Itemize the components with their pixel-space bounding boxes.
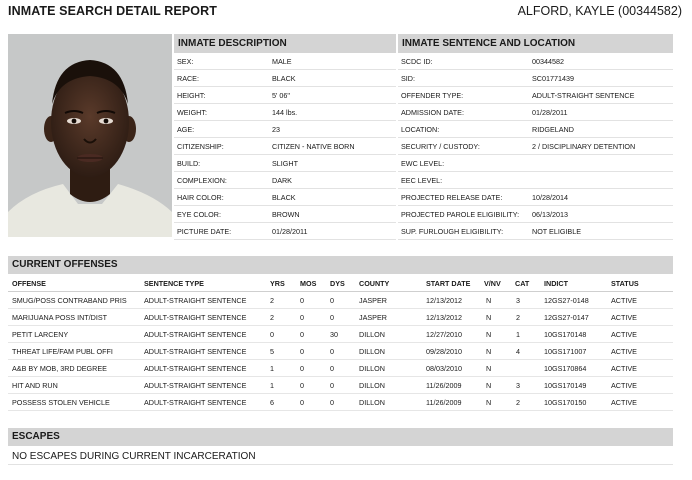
offense-cell: PETIT LARCENY (12, 330, 69, 339)
offense-cell: 11/26/2009 (426, 381, 462, 390)
field-value: 5' 06" (272, 91, 290, 100)
field-label: EWC LEVEL: (401, 159, 445, 168)
offense-cell: DILLON (359, 364, 385, 373)
offense-cell: 30 (330, 330, 338, 339)
offense-cell: 0 (330, 296, 334, 305)
field-label: EYE COLOR: (177, 210, 221, 219)
offense-cell: ADULT-STRAIGHT SENTENCE (144, 313, 247, 322)
offense-row (8, 343, 673, 360)
sentence-location-table (398, 53, 673, 243)
offense-cell: 1 (270, 364, 274, 373)
offense-cell: 0 (330, 381, 334, 390)
offense-cell: 10GS170149 (544, 381, 587, 390)
offense-cell: A&B BY MOB, 3RD DEGREE (12, 364, 107, 373)
description-row (174, 87, 396, 104)
field-value: BROWN (272, 210, 300, 219)
offense-cell: 0 (330, 347, 334, 356)
offense-row (8, 309, 673, 326)
offense-cell: DILLON (359, 398, 385, 407)
column-header: STATUS (611, 279, 639, 288)
column-header: SENTENCE TYPE (144, 279, 204, 288)
offense-cell: 4 (516, 347, 520, 356)
sentence-row (398, 121, 673, 138)
description-row (174, 155, 396, 172)
offense-cell: 2 (516, 313, 520, 322)
offense-cell: THREAT LIFE/FAM PUBL OFFI (12, 347, 113, 356)
field-label: SUP. FURLOUGH ELIGIBILITY: (401, 227, 504, 236)
offense-cell: 2 (270, 296, 274, 305)
column-header: COUNTY (359, 279, 390, 288)
field-label: RACE: (177, 74, 199, 83)
offense-cell: 12/13/2012 (426, 296, 462, 305)
offense-cell: DILLON (359, 330, 385, 339)
offense-cell: 08/03/2010 (426, 364, 462, 373)
description-row (174, 206, 396, 223)
offense-cell: N (486, 296, 492, 305)
offense-row (8, 377, 673, 394)
sentence-row (398, 87, 673, 104)
field-label: PROJECTED PAROLE ELIGIBILITY: (401, 210, 520, 219)
field-value: 23 (272, 125, 280, 134)
description-row (174, 189, 396, 206)
description-row (174, 121, 396, 138)
sentence-row (398, 155, 673, 172)
offense-cell: ADULT-STRAIGHT SENTENCE (144, 398, 247, 407)
offense-row (8, 394, 673, 411)
inmate-description-table (174, 53, 396, 243)
offense-cell: 0 (330, 313, 334, 322)
offense-cell: 0 (300, 296, 304, 305)
report-title: INMATE SEARCH DETAIL REPORT (8, 4, 217, 18)
offense-cell: 10GS170150 (544, 398, 587, 407)
offense-cell: 6 (270, 398, 274, 407)
field-label: PICTURE DATE: (177, 227, 232, 236)
field-value: SLIGHT (272, 159, 298, 168)
description-row (174, 53, 396, 70)
offense-cell: N (486, 398, 492, 407)
field-label: SECURITY / CUSTODY: (401, 142, 480, 151)
offense-cell: 09/28/2010 (426, 347, 462, 356)
field-label: CITIZENSHIP: (177, 142, 224, 151)
sentence-row (398, 53, 673, 70)
offense-cell: JASPER (359, 313, 387, 322)
sentence-row (398, 223, 673, 240)
offense-cell: 0 (300, 313, 304, 322)
sentence-row (398, 138, 673, 155)
inmate-photo (8, 34, 172, 237)
offense-row (8, 292, 673, 309)
offense-cell: 0 (330, 364, 334, 373)
column-header: MOS (300, 279, 317, 288)
offense-cell: ADULT-STRAIGHT SENTENCE (144, 381, 247, 390)
field-value: 2 / DISCIPLINARY DETENTION (532, 142, 636, 151)
offense-cell: 0 (300, 364, 304, 373)
description-row (174, 104, 396, 121)
sentence-row (398, 70, 673, 87)
field-value: DARK (272, 176, 292, 185)
field-value: ADULT-STRAIGHT SENTENCE (532, 91, 635, 100)
offense-cell: 12GS27-0147 (544, 313, 589, 322)
escapes-text: NO ESCAPES DURING CURRENT INCARCERATION (12, 451, 256, 462)
offense-cell: 0 (300, 381, 304, 390)
field-label: ADMISSION DATE: (401, 108, 464, 117)
offense-cell: ADULT-STRAIGHT SENTENCE (144, 347, 247, 356)
offense-cell: 5 (270, 347, 274, 356)
offense-cell: DILLON (359, 347, 385, 356)
offense-cell: N (486, 330, 492, 339)
offense-cell: ADULT-STRAIGHT SENTENCE (144, 364, 247, 373)
field-label: SCDC ID: (401, 57, 433, 66)
offense-cell: N (486, 313, 492, 322)
offense-row (8, 326, 673, 343)
offense-cell: ADULT-STRAIGHT SENTENCE (144, 296, 247, 305)
divider (8, 464, 673, 465)
column-header: YRS (270, 279, 285, 288)
offense-cell: N (486, 364, 492, 373)
description-row (174, 223, 396, 240)
offense-cell: POSSESS STOLEN VEHICLE (12, 398, 110, 407)
offense-cell: ACTIVE (611, 347, 637, 356)
offense-cell: 12/27/2010 (426, 330, 462, 339)
offense-cell: 0 (300, 347, 304, 356)
offense-cell: HIT AND RUN (12, 381, 58, 390)
offense-cell: 12/13/2012 (426, 313, 462, 322)
offense-cell: 0 (300, 330, 304, 339)
field-label: EEC LEVEL: (401, 176, 443, 185)
sentence-location-heading: INMATE SENTENCE AND LOCATION (398, 34, 673, 53)
field-value: BLACK (272, 74, 296, 83)
field-value: NOT ELIGIBLE (532, 227, 581, 236)
offense-cell: JASPER (359, 296, 387, 305)
offense-cell: 1 (270, 381, 274, 390)
inmate-description-heading: INMATE DESCRIPTION (174, 34, 396, 53)
offense-cell: 3 (516, 381, 520, 390)
offense-cell: 0 (270, 330, 274, 339)
field-label: HAIR COLOR: (177, 193, 224, 202)
sentence-row (398, 104, 673, 121)
description-row (174, 70, 396, 87)
escapes-heading: ESCAPES (8, 428, 673, 446)
offense-cell: 2 (270, 313, 274, 322)
offense-cell: MARIJUANA POSS INT/DIST (12, 313, 108, 322)
offense-cell: ACTIVE (611, 398, 637, 407)
offense-cell: 3 (516, 296, 520, 305)
column-header: DYS (330, 279, 345, 288)
description-row (174, 138, 396, 155)
field-value: 01/28/2011 (272, 227, 308, 236)
offense-row (8, 360, 673, 377)
offense-cell: 10GS170864 (544, 364, 587, 373)
offense-cell: ACTIVE (611, 296, 637, 305)
offenses-column-headers (8, 276, 673, 292)
field-label: HEIGHT: (177, 91, 206, 100)
description-row (174, 172, 396, 189)
inmate-name-id: ALFORD, KAYLE (00344582) (517, 4, 682, 18)
offense-cell: ACTIVE (611, 364, 637, 373)
current-offenses-heading: CURRENT OFFENSES (8, 256, 673, 274)
offense-cell: 12GS27-0148 (544, 296, 589, 305)
field-label: COMPLEXION: (177, 176, 227, 185)
offense-cell: N (486, 347, 492, 356)
offense-cell: 0 (300, 398, 304, 407)
field-value: BLACK (272, 193, 296, 202)
field-value: RIDGELAND (532, 125, 574, 134)
offense-cell: ACTIVE (611, 330, 637, 339)
column-header: INDICT (544, 279, 568, 288)
sentence-row (398, 172, 673, 189)
field-value: 10/28/2014 (532, 193, 568, 202)
offense-cell: SMUG/POSS CONTRABAND PRIS (12, 296, 127, 305)
field-value: 00344582 (532, 57, 564, 66)
offense-cell: ACTIVE (611, 381, 637, 390)
field-label: SEX: (177, 57, 194, 66)
field-label: OFFENDER TYPE: (401, 91, 464, 100)
column-header: START DATE (426, 279, 471, 288)
offense-cell: ADULT-STRAIGHT SENTENCE (144, 330, 247, 339)
sentence-row (398, 206, 673, 223)
column-header: V/NV (484, 279, 501, 288)
column-header: OFFENSE (12, 279, 46, 288)
field-label: LOCATION: (401, 125, 440, 134)
offense-cell: ACTIVE (611, 313, 637, 322)
offense-cell: 2 (516, 398, 520, 407)
field-value: CITIZEN - NATIVE BORN (272, 142, 355, 151)
field-value: SC01771439 (532, 74, 574, 83)
field-value: 06/13/2013 (532, 210, 568, 219)
field-value: MALE (272, 57, 292, 66)
offense-cell: DILLON (359, 381, 385, 390)
offense-cell: 1 (516, 330, 520, 339)
field-label: PROJECTED RELEASE DATE: (401, 193, 503, 202)
field-label: BUILD: (177, 159, 201, 168)
field-label: SID: (401, 74, 415, 83)
offense-cell: 10GS170148 (544, 330, 587, 339)
offense-cell: N (486, 381, 492, 390)
field-label: AGE: (177, 125, 195, 134)
field-label: WEIGHT: (177, 108, 207, 117)
column-header: CAT (515, 279, 530, 288)
field-value: 144 lbs. (272, 108, 298, 117)
offense-cell: 10GS171007 (544, 347, 587, 356)
offense-cell: 0 (330, 398, 334, 407)
offense-cell: 11/26/2009 (426, 398, 462, 407)
field-value: 01/28/2011 (532, 108, 568, 117)
sentence-row (398, 189, 673, 206)
